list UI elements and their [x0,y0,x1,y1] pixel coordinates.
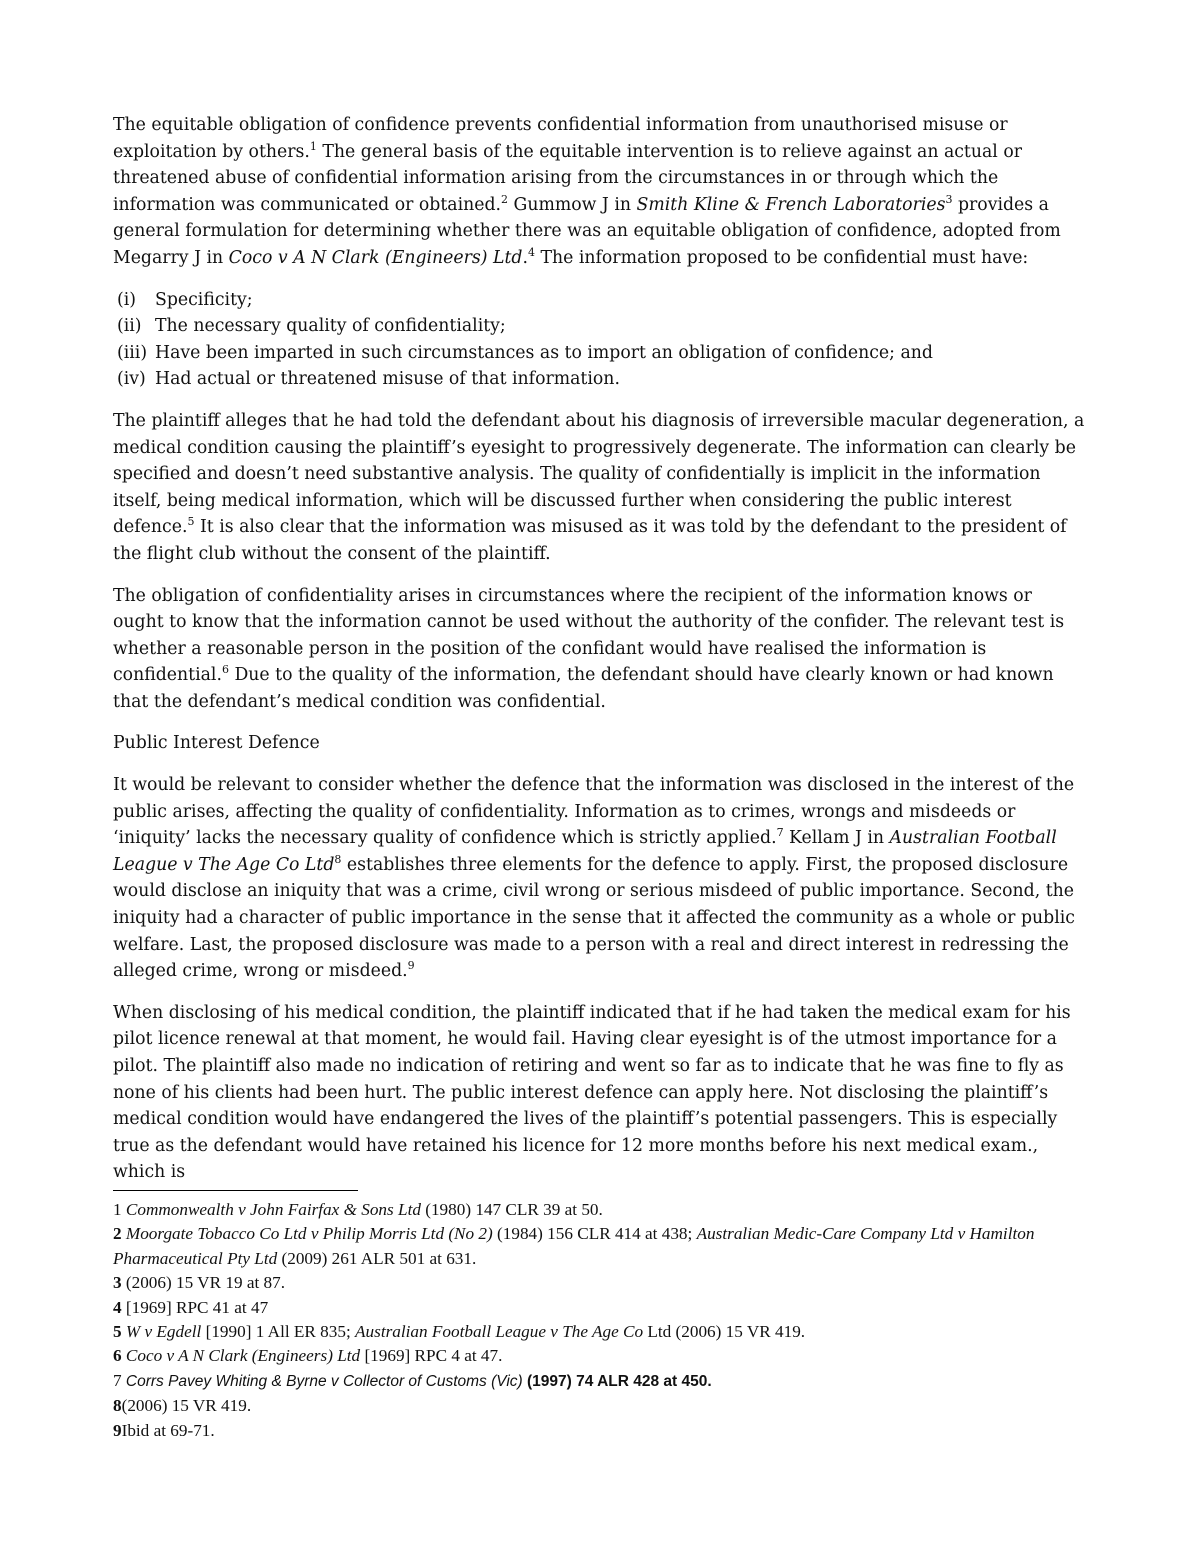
footnote-2: 2 Moorgate Tobacco Co Ltd v Philip Morris Ltd (No 2) (1984) 156 CLR 414 at 438; Australian Medic-Care Company Ltd v Hamilton Pharmaceutical Pty Ltd (2009) 261 ALR 501 at 631. [113,1224,1035,1268]
footnote-ref-9: 9 [407,959,415,973]
paragraph-1: The equitable obligation of confidence prevents confidential information from unauthorised misuse or exploitation by others.$^1$ The general basis of the equitable intervention is to relieve against an actual or threatened abuse of confidential information arising from the circumstances in or through which the information was communicated or obtained.$^2$ Gummow J in Smith Kline & French Laboratories$^3$ provides a general formulation for determining whether there was an equitable obligation of confidence, adopted from Megarry J in Coco v A N Clark (Engineers) Ltd.$^4$ The information proposed to be confidential must have: [113,115,1061,268]
footnote-ref-1: 1 [309,139,317,153]
footnote-9: 9Ibid at 69-71. [113,1420,215,1440]
case-name: Smith Kline & French Laboratories [636,194,946,215]
footnote-ref-2: 2 [501,193,509,207]
footnote-5: 5 W v Egdell [1990] 1 All ER 835; Australian Football League v The Age Co Ltd (2006) 15 VR 419. [113,1322,806,1342]
footnote-ref-8: 8 [334,853,342,867]
footnote-separator [113,1190,358,1191]
footnote-ref-3: 3 [945,193,953,207]
list-item: (iv) Had actual or threatened misuse of that information. [117,369,620,390]
case-name: Australian Football League v The Age Co Ltd [113,828,1057,875]
footnote-4: 4 [1969] RPC 41 at 47 [113,1297,269,1317]
section-heading: Public Interest Defence [113,733,320,754]
paragraph-3: The obligation of confidentiality arises in circumstances where the recipient of the information knows or ought to know that the information cannot be used without the authority of the confider. The relevant test is whether a reasonable person in the position of the confidant would have realised the information is confidential.$^6$ Due to the quality of the information, the defendant should have clearly known or had known that the defendant’s medical condition was confidential. [113,585,1065,712]
footnote-ref-5: 5 [187,515,195,529]
footnote-6: 6 Coco v A N Clark (Engineers) Ltd [1969] RPC 4 at 47. [113,1346,503,1366]
list-item: (ii) The necessary quality of confidentiality; [117,316,506,337]
conditions-list [113,287,1088,393]
paragraph-2: The plaintiff alleges that he had told the defendant about his diagnosis of irreversible macular degeneration, a medical condition causing the plaintiff’s eyesight to progressively degenerate. The information can clearly be specified and doesn’t need substantive analysis. The quality of confidentially is implicit in the information itself, being medical information, which will be discussed further when considering the public interest defence.$^5$ It is also clear that the information was misused as it was told by the defendant to the president of the flight club without the consent of the plaintiff. [113,410,1085,564]
list-item: (iii) Have been imparted in such circumstances as to import an obligation of confidence; and [117,342,933,363]
paragraph-5: When disclosing of his medical condition, the plaintiff indicated that if he had taken the medical exam for his pilot licence renewal at that moment, he would fail. Having clear eyesight is of the utmost importance for a pilot. The plaintiff also made no indication of retiring and went so far as to indicate that he was fine to fly as none of his clients had been hurt. The public interest defence can apply here. Not disclosing the plaintiff’s medical condition would have endangered the lives of the plaintiff’s potential passengers. This is especially true as the defendant would have retained his licence for 12 more months before his next medical exam., which is [113,1002,1071,1183]
footnote-8: 8(2006) 15 VR 419. [113,1396,252,1416]
footnote-ref-7: 7 [776,826,784,840]
list-item: (i) Specificity; [117,289,253,310]
footnotes [113,1198,1098,1443]
body-text [113,112,1088,1201]
paragraph-4: It would be relevant to consider whether the defence that the information was disclosed in the interest of the public arises, affecting the quality of confidentiality. Information as to crimes, wrongs and misdeeds or ‘iniquity’ lacks the necessary quality of confidence which is strictly applied.$^7$ Kellam J in Australian Football League v The Age Co Ltd$^8$ establishes three elements for the defence to apply. First, the proposed disclosure would disclose an iniquity that was a crime, civil wrong or serious misdeed of public importance. Second, the iniquity had a character of public importance in the sense that it affected the community as a whole or public welfare. Last, the proposed disclosure was made to a person with a real and direct interest in redressing the alleged crime, wrong or misdeed.$^9$ [113,775,1075,982]
footnote-1: 1 Commonwealth v John Fairfax & Sons Ltd (1980) 147 CLR 39 at 50. [113,1200,603,1219]
footnote-ref-6: 6 [221,663,229,677]
footnote-7: 7 Corrs Pavey Whiting & Byrne v Collector of Customs (Vic) (1997) 74 ALR 428 at 450. [113,1370,712,1390]
footnote-ref-4: 4 [527,246,535,260]
footnote-3: 3 (2006) 15 VR 19 at 87. [113,1273,286,1293]
case-name: Coco v A N Clark (Engineers) Ltd [228,247,523,268]
